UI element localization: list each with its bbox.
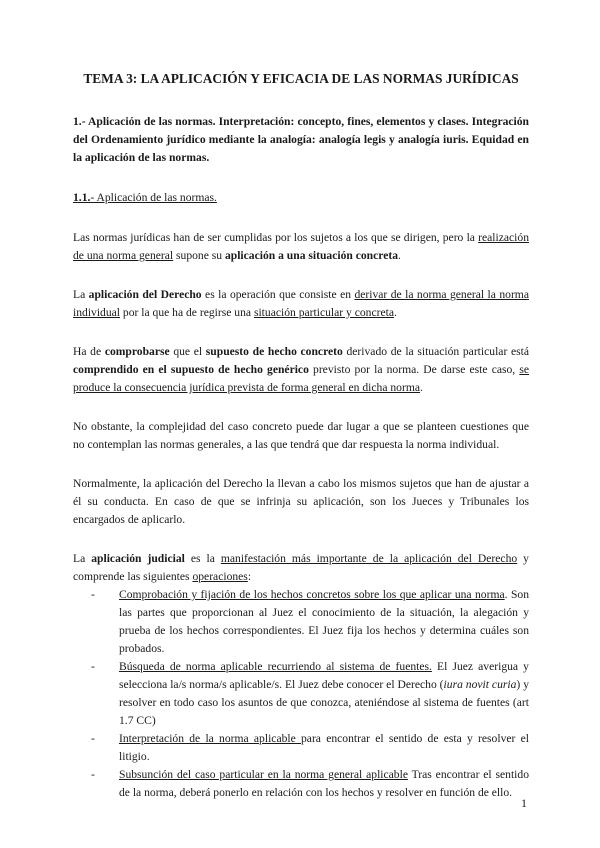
list-item <box>91 586 529 658</box>
page-number: 1 <box>521 796 527 810</box>
text-run: derivado de la situación particular está <box>342 345 529 358</box>
bold-text: aplicación judicial <box>91 552 185 565</box>
underlined-text: derivar de la norma general la norma individual <box>73 288 529 319</box>
section-heading: 1.- Aplicación de las normas. Interpretación: concepto, fines, elementos y clases. Integración del Ordenamiento jurídico mediante la analogía: analogía legis y analogía iuris. Equidad en la aplicación de las normas. <box>73 115 529 164</box>
operations-list <box>73 586 529 802</box>
underlined-text: Comprobación y fijación de los hechos concretos sobre los que aplicar una norma <box>119 588 505 601</box>
paragraph-1 <box>73 229 529 265</box>
text-run: que el <box>169 345 206 358</box>
underlined-text: Interpretación de la norma aplicable <box>119 732 301 745</box>
paragraph-3 <box>73 343 529 397</box>
text-run: . <box>398 249 401 262</box>
document-title: TEMA 3: LA APLICACIÓN Y EFICACIA DE LAS NORMAS JURÍDICAS <box>83 71 519 86</box>
bold-text: comprendido en el supuesto de hecho genérico <box>73 363 309 376</box>
paragraph-2 <box>73 286 529 322</box>
dash-bullet: - <box>91 732 95 745</box>
text-run: para encontrar el sentido de esta y resolver el litigio. <box>119 732 529 763</box>
text-run: previsto por la norma. De darse este caso, <box>308 363 520 376</box>
text-run: . <box>393 306 397 319</box>
bold-text: comprobarse <box>104 345 170 358</box>
dash-bullet: - <box>91 588 95 601</box>
list-item <box>91 730 529 766</box>
underlined-text: Búsqueda de norma aplicable recurriendo al sistema de fuentes. <box>119 660 432 673</box>
paragraph-4: No obstante, la complejidad del caso concreto puede dar lugar a que se planteen cuestiones que no contemplan las normas generales, a las que tendrá que dar respuesta la norma individual. <box>73 420 529 451</box>
text-run: Tras encontrar el sentido de la norma, deberá ponerlo en relación con los hechos y resolver en función de ello. <box>119 768 529 799</box>
underlined-text: situación particular y concreta <box>253 306 394 319</box>
text-run: por la que ha de regirse una <box>120 306 254 319</box>
underlined-text: operaciones <box>192 570 248 583</box>
bold-text: supuesto de hecho concreto <box>205 345 343 358</box>
text-run: : <box>247 570 252 583</box>
bold-text: aplicación a una situación concreta <box>224 249 399 262</box>
text-run: supone su <box>173 249 225 262</box>
page-content <box>73 70 529 802</box>
paragraph-5: Normalmente, la aplicación del Derecho la llevan a cabo los mismos sujetos que han de ajustar a él su conducta. En caso de que se infrinja su aplicación, son los Jueces y Tribunales los encargados de aplicarlo. <box>73 477 529 526</box>
italic-text: iura novit curia <box>443 678 517 691</box>
list-item <box>91 658 529 730</box>
text-run: . Son las partes que proporcionan al Juez el conocimiento de la situación, la alegación y prueba de los hechos correspondientes. El Juez fija los hechos y determina cuáles son probados. <box>119 588 529 655</box>
text-run: La <box>73 288 89 301</box>
underlined-text: se produce la consecuencia jurídica prevista de forma general en dicha norma <box>73 363 529 394</box>
text-run: es la <box>184 552 221 565</box>
text-run: Ha de <box>73 345 105 358</box>
subsection-title: - Aplicación de las normas. <box>90 191 217 204</box>
paragraph-6 <box>73 550 529 586</box>
underlined-text: manifestación más importante de la aplicación del Derecho <box>220 552 518 565</box>
underlined-text: Subsunción del caso particular en la norma general aplicable <box>119 768 408 781</box>
dash-bullet: - <box>91 660 95 673</box>
text-run: Las normas jurídicas han de ser cumplidas por los sujetos a los que se dirigen, pero la <box>73 231 479 244</box>
underlined-text: realización de una norma general <box>73 231 529 262</box>
text-run: El Juez averigua y selecciona la/s norma/s aplicable/s. El Juez debe conocer el Derecho ( <box>119 660 529 691</box>
text-run: es la operación que consiste en <box>201 288 355 301</box>
subsection-heading <box>73 189 529 207</box>
text-run: La <box>73 552 92 565</box>
list-item <box>91 766 529 802</box>
text-run: y comprende las siguientes <box>73 552 529 583</box>
text-run: ) y resolver en todo caso los asuntos de que conozca, ateniéndose al sistema de fuentes (art 1.7 CC) <box>119 678 530 727</box>
text-run: . <box>420 381 423 394</box>
subsection-number: 1.1. <box>73 191 91 204</box>
dash-bullet: - <box>91 768 95 781</box>
bold-text: aplicación del Derecho <box>88 288 202 301</box>
